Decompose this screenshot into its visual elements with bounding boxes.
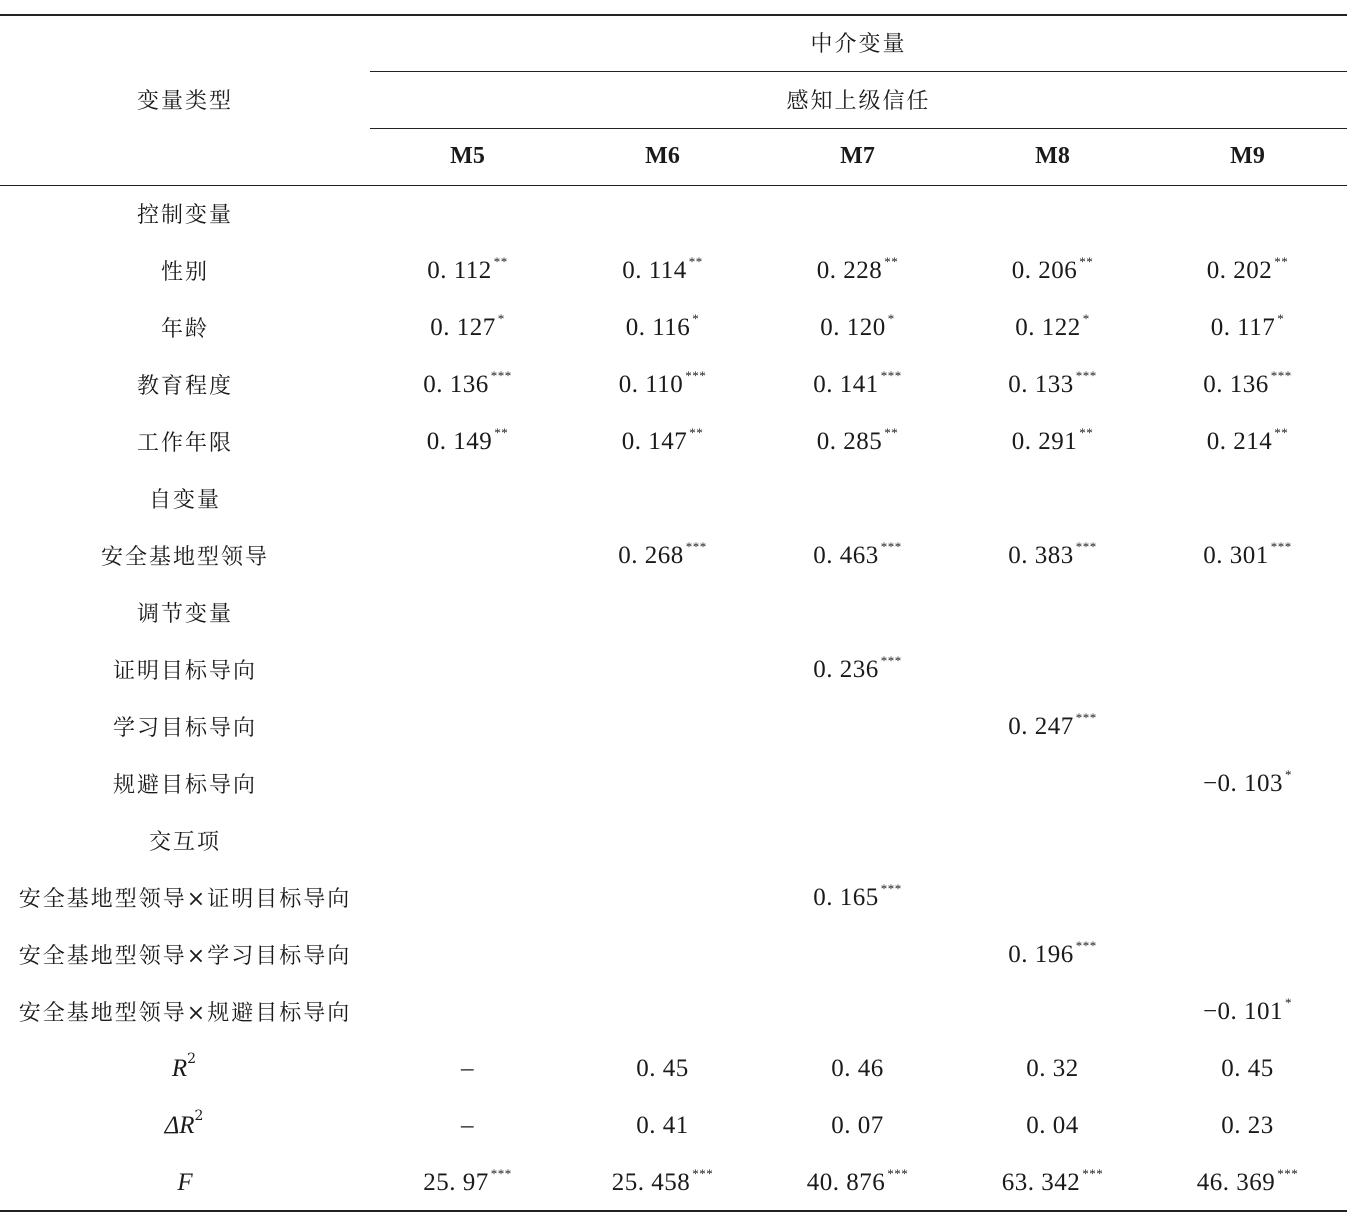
cell-value: 63. 342 bbox=[1001, 1168, 1081, 1196]
cell-value: 0. 41 bbox=[636, 1111, 689, 1139]
significance-marker: ** bbox=[493, 253, 508, 269]
cell-value: 0. 120 bbox=[820, 313, 886, 341]
cell-value: 0. 133 bbox=[1008, 370, 1074, 398]
significance-marker: *** bbox=[1270, 367, 1292, 383]
table-cell bbox=[565, 299, 760, 356]
table-cell bbox=[370, 299, 565, 356]
row-label: 规避目标导向 bbox=[112, 773, 257, 798]
row-label: 安全基地型领导×证明目标导向 bbox=[18, 887, 352, 912]
cell-value: 0. 122 bbox=[1015, 313, 1081, 341]
significance-marker: * bbox=[887, 310, 895, 326]
significance-marker: ** bbox=[689, 424, 704, 440]
significance-marker: ** bbox=[494, 424, 509, 440]
significance-marker: *** bbox=[685, 367, 707, 383]
table-cell bbox=[955, 299, 1150, 356]
cell-value: 0. 206 bbox=[1011, 256, 1078, 284]
table-cell bbox=[370, 1154, 565, 1211]
table-cell bbox=[955, 1097, 1150, 1154]
significance-marker: ** bbox=[688, 253, 703, 269]
cell-value: 0. 116 bbox=[625, 313, 691, 341]
cell-value: 0. 214 bbox=[1206, 427, 1273, 455]
cell-value: 0. 112 bbox=[427, 256, 492, 284]
cell-value: 0. 141 bbox=[813, 370, 879, 398]
stat-symbol: F bbox=[177, 1168, 193, 1196]
row-label: 证明目标导向 bbox=[112, 659, 257, 684]
group-header: 中介变量 bbox=[810, 32, 907, 57]
cell-value: 25. 97 bbox=[423, 1168, 489, 1196]
table-cell bbox=[565, 1040, 760, 1097]
table-cell bbox=[1150, 413, 1345, 470]
cell-value: 0. 04 bbox=[1026, 1111, 1079, 1139]
cell-value: – bbox=[461, 1111, 474, 1139]
row-label: 调节变量 bbox=[136, 602, 233, 627]
table-cell bbox=[565, 356, 760, 413]
row-label: 安全基地型领导 bbox=[100, 545, 269, 570]
significance-marker: ** bbox=[1079, 424, 1094, 440]
row-label: 交互项 bbox=[148, 830, 221, 855]
stat-symbol: ΔR bbox=[164, 1111, 195, 1139]
table-cell bbox=[955, 527, 1150, 584]
cell-value: 0. 147 bbox=[621, 427, 688, 455]
model-header-m5: M5 bbox=[450, 143, 485, 169]
significance-marker: *** bbox=[1082, 1165, 1104, 1181]
table-cell bbox=[955, 926, 1150, 983]
table-bottom-rule bbox=[0, 1210, 1347, 1212]
table-cell bbox=[760, 356, 955, 413]
table-cell bbox=[565, 1097, 760, 1154]
significance-marker: *** bbox=[1075, 367, 1097, 383]
cell-value: 0. 236 bbox=[813, 655, 879, 683]
table-cell bbox=[760, 527, 955, 584]
table-cell bbox=[1150, 1097, 1345, 1154]
cell-value: – bbox=[461, 1054, 474, 1082]
significance-marker: *** bbox=[1270, 538, 1292, 554]
cell-value: 0. 114 bbox=[622, 256, 687, 284]
superscript: 2 bbox=[194, 1107, 206, 1124]
table-cell bbox=[955, 242, 1150, 299]
row-header: 变量类型 bbox=[136, 89, 233, 114]
model-header-m8: M8 bbox=[1035, 143, 1070, 169]
table-cell bbox=[370, 413, 565, 470]
significance-marker: *** bbox=[880, 367, 902, 383]
cell-value: 40. 876 bbox=[806, 1168, 886, 1196]
table-cell bbox=[955, 413, 1150, 470]
cell-value: 0. 110 bbox=[618, 370, 684, 398]
significance-marker: * bbox=[692, 310, 700, 326]
cell-value: −0. 101 bbox=[1202, 997, 1284, 1025]
model-header-m7: M7 bbox=[840, 143, 875, 169]
significance-marker: *** bbox=[880, 538, 902, 554]
cell-value: 0. 136 bbox=[1203, 370, 1269, 398]
table-cell bbox=[565, 1154, 760, 1211]
table-cell bbox=[1150, 242, 1345, 299]
significance-marker: *** bbox=[1075, 538, 1097, 554]
significance-marker: *** bbox=[1075, 709, 1097, 725]
table-cell bbox=[760, 1097, 955, 1154]
row-label: 学习目标导向 bbox=[112, 716, 257, 741]
cell-value: 0. 291 bbox=[1011, 427, 1078, 455]
significance-marker: * bbox=[1277, 310, 1285, 326]
row-label bbox=[0, 1154, 370, 1211]
cell-value: 0. 202 bbox=[1206, 256, 1273, 284]
table-cell bbox=[760, 1154, 955, 1211]
significance-marker: *** bbox=[880, 652, 902, 668]
cell-value: 0. 268 bbox=[618, 541, 684, 569]
cell-value: 0. 46 bbox=[831, 1054, 884, 1082]
significance-marker: * bbox=[497, 310, 505, 326]
cell-value: 0. 196 bbox=[1008, 940, 1074, 968]
cell-value: 0. 23 bbox=[1221, 1111, 1274, 1139]
model-header-m6: M6 bbox=[645, 143, 680, 169]
cell-value: 0. 149 bbox=[426, 427, 493, 455]
cell-value: 0. 45 bbox=[1221, 1054, 1274, 1082]
significance-marker: * bbox=[1285, 994, 1293, 1010]
table-cell bbox=[760, 1040, 955, 1097]
table-cell bbox=[1150, 983, 1345, 1040]
table-cell bbox=[1150, 755, 1345, 812]
significance-marker: *** bbox=[1075, 937, 1097, 953]
significance-marker: * bbox=[1082, 310, 1090, 326]
table-cell bbox=[565, 413, 760, 470]
table-cell bbox=[1150, 1040, 1345, 1097]
table-cell bbox=[370, 356, 565, 413]
stat-symbol: R bbox=[171, 1054, 188, 1082]
row-label: 自变量 bbox=[148, 488, 221, 513]
table-cell bbox=[955, 356, 1150, 413]
table-cell bbox=[760, 242, 955, 299]
significance-marker: *** bbox=[880, 880, 902, 896]
cell-value: 0. 165 bbox=[813, 883, 879, 911]
cell-value: 0. 32 bbox=[1026, 1054, 1079, 1082]
significance-marker: ** bbox=[1274, 253, 1289, 269]
table-cell bbox=[1150, 527, 1345, 584]
table-cell bbox=[955, 698, 1150, 755]
row-label bbox=[0, 1097, 370, 1154]
cell-value: 0. 383 bbox=[1008, 541, 1074, 569]
cell-value: −0. 103 bbox=[1202, 769, 1284, 797]
cell-value: 0. 301 bbox=[1203, 541, 1269, 569]
row-label: 控制变量 bbox=[136, 203, 233, 228]
table-cell bbox=[955, 1040, 1150, 1097]
table-cell bbox=[370, 1097, 565, 1154]
cell-value: 25. 458 bbox=[611, 1168, 691, 1196]
table-cell bbox=[1150, 356, 1345, 413]
cell-value: 0. 127 bbox=[430, 313, 496, 341]
significance-marker: * bbox=[1285, 766, 1293, 782]
table-cell bbox=[1150, 1154, 1345, 1211]
significance-marker: ** bbox=[1079, 253, 1094, 269]
cell-value: 0. 136 bbox=[423, 370, 489, 398]
significance-marker: ** bbox=[884, 424, 899, 440]
table-cell bbox=[370, 242, 565, 299]
cell-value: 0. 117 bbox=[1210, 313, 1276, 341]
row-label: 教育程度 bbox=[136, 374, 233, 399]
significance-marker: *** bbox=[490, 1165, 512, 1181]
subgroup-header: 感知上级信任 bbox=[786, 89, 931, 114]
significance-marker: *** bbox=[692, 1165, 714, 1181]
cell-value: 0. 463 bbox=[813, 541, 879, 569]
model-header-m9: M9 bbox=[1230, 143, 1265, 169]
row-label: 年龄 bbox=[160, 317, 209, 342]
table-cell bbox=[760, 413, 955, 470]
cell-value: 0. 247 bbox=[1008, 712, 1074, 740]
significance-marker: ** bbox=[1274, 424, 1289, 440]
row-label: 性别 bbox=[160, 260, 209, 285]
significance-marker: *** bbox=[685, 538, 707, 554]
table-cell bbox=[955, 1154, 1150, 1211]
significance-marker: ** bbox=[884, 253, 899, 269]
significance-marker: *** bbox=[490, 367, 512, 383]
cell-value: 0. 45 bbox=[636, 1054, 689, 1082]
table-cell bbox=[760, 869, 955, 926]
cell-value: 0. 228 bbox=[816, 256, 883, 284]
cell-value: 46. 369 bbox=[1196, 1168, 1276, 1196]
cell-value: 0. 285 bbox=[816, 427, 883, 455]
row-label: 工作年限 bbox=[136, 431, 233, 456]
significance-marker: *** bbox=[887, 1165, 909, 1181]
row-label: 安全基地型领导×学习目标导向 bbox=[18, 944, 352, 969]
table-cell bbox=[565, 242, 760, 299]
cell-value: 0. 07 bbox=[831, 1111, 884, 1139]
significance-marker: *** bbox=[1277, 1165, 1299, 1181]
row-label bbox=[0, 1040, 370, 1097]
table-cell bbox=[760, 641, 955, 698]
table-cell bbox=[370, 1040, 565, 1097]
row-label: 安全基地型领导×规避目标导向 bbox=[18, 1001, 352, 1026]
superscript: 2 bbox=[187, 1050, 199, 1067]
table-cell bbox=[565, 527, 760, 584]
table-cell bbox=[1150, 299, 1345, 356]
table-cell bbox=[760, 299, 955, 356]
